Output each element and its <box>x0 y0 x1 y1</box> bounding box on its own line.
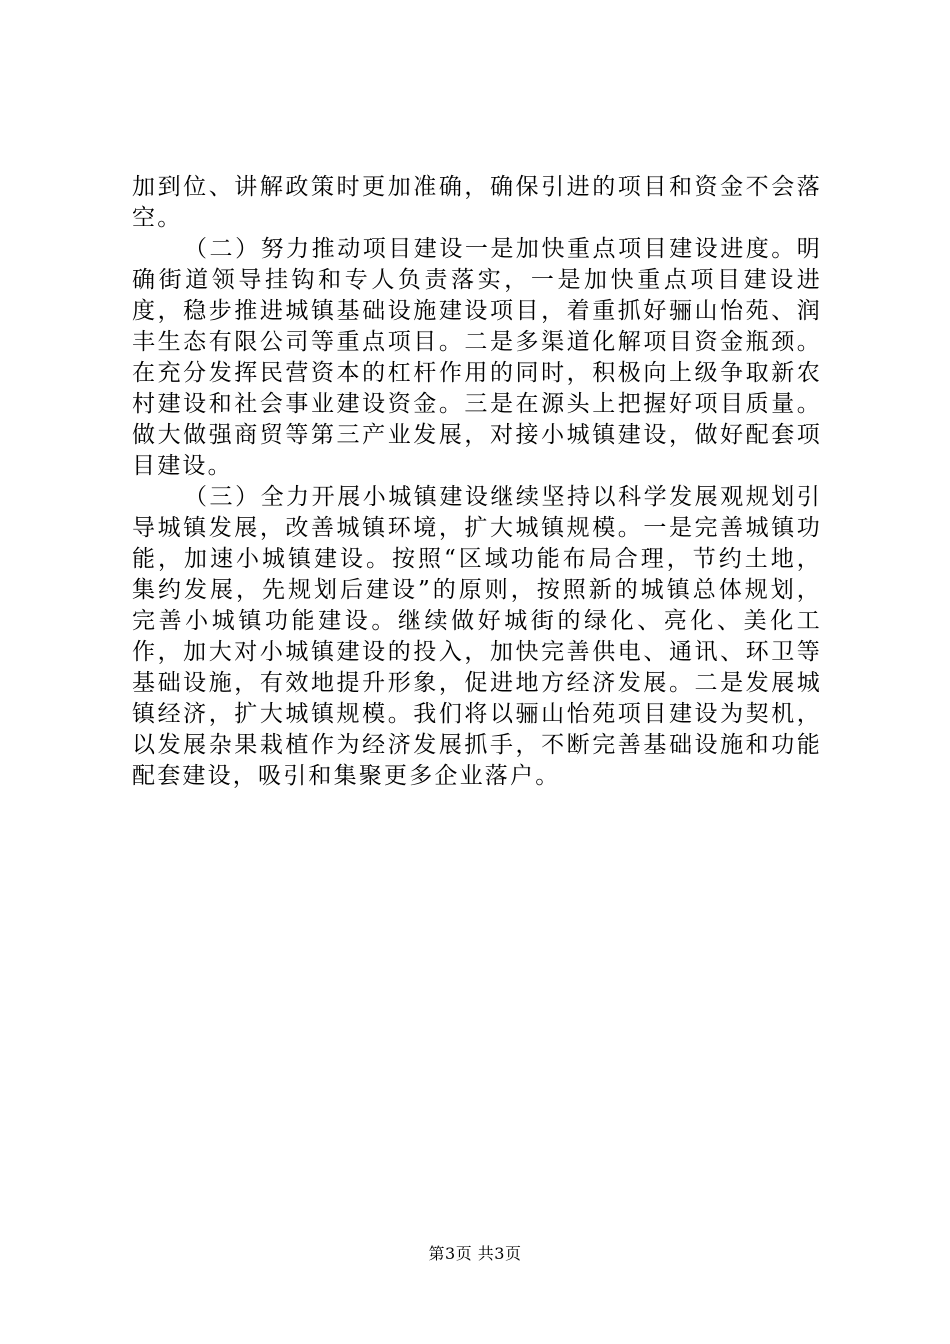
paragraph-section-three: （三）全力开展小城镇建设继续坚持以科学发展观规划引导城镇发展，改善城镇环境，扩大城镇规模。一是完善城镇功能，加速小城镇建设。按照“区域功能布局合理，节约土地，集约发展，先规划后建设”的原则，按照新的城镇总体规划，完善小城镇功能建设。继续做好城街的绿化、亮化、美化工作，加大对小城镇建设的投入，加快完善供电、通讯、环卫等基础设施，有效地提升形象，促进地方经济发展。二是发展城镇经济，扩大城镇规模。我们将以骊山怡苑项目建设为契机，以发展杂果栽植作为经济发展抓手，不断完善基础设施和功能配套建设，吸引和集聚更多企业落户。 <box>132 484 822 789</box>
page-number-footer: 第3页 共3页 <box>428 1244 522 1263</box>
paragraph-continuation: 加到位、讲解政策时更加准确，确保引进的项目和资金不会落空。 <box>132 174 822 231</box>
document-body <box>132 172 822 792</box>
paragraph-section-two: （二）努力推动项目建设一是加快重点项目建设进度。明确街道领导挂钩和专人负责落实，一是加快重点项目建设进度，稳步推进城镇基础设施建设项目，着重抓好骊山怡苑、润丰生态有限公司等重点项目。二是多渠道化解项目资金瓶颈。在充分发挥民营资本的杠杆作用的同时，积极向上级争取新农村建设和社会事业建设资金。三是在源头上把握好项目质量。做大做强商贸等第三产业发展，对接小城镇建设，做好配套项目建设。 <box>132 236 822 479</box>
